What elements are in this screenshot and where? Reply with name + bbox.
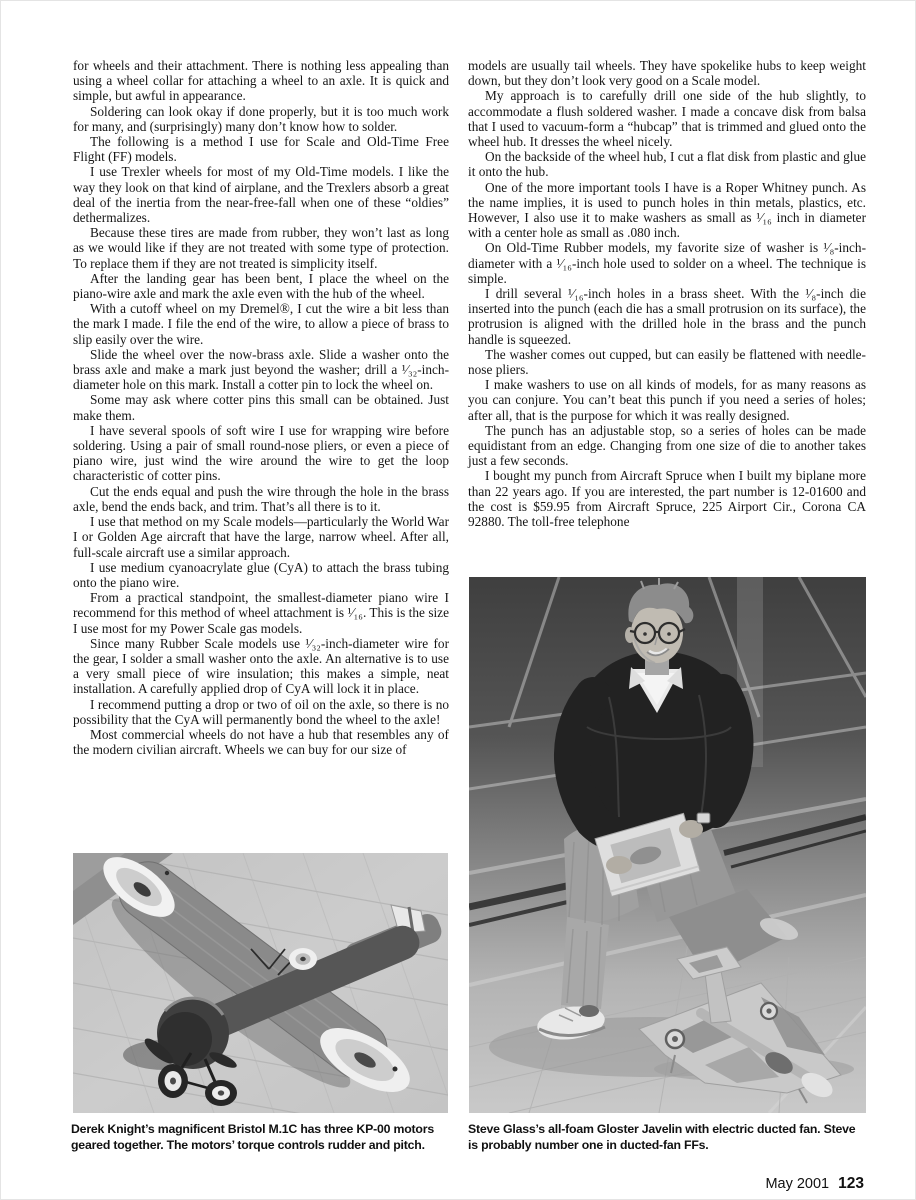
paragraph: My approach is to carefully drill one side of the hub slightly, to accommodate a flush soldered washer. I made a concave disk from balsa that I used to vacuum-form a “hubcap” that is trimmed and glued onto the wheel hub. It dresses the wheel nicely. [468,88,866,150]
paragraph: I recommend putting a drop or two of oil on the axle, so there is no possibility that the CyA will permanently bond the wheel to the axle! [73,696,449,727]
text-column-right [468,58,866,529]
javelin-photo-figure [469,577,866,1113]
steve-glass-photo [469,577,866,1113]
paragraph: I have several spools of soft wire I use for wrapping wire before soldering. Using a pair of small round-nose pliers, or even a piece of piano wire, just wind the wire around the wire to get the loop characteristic of cotter pins. [73,422,449,484]
caption-javelin: Steve Glass’s all-foam Gloster Javelin with electric ducted fan. Steve is probably number one in ducted-fan FFs. [468,1122,856,1152]
paragraph: I use Trexler wheels for most of my Old-Time models. I like the way they look on that kind of airplane, and the Trexlers absorb a great deal of the inertia from the near-free-fall when one of these “oldies” dethermalizes. [73,164,449,226]
page-number: 123 [838,1175,864,1192]
paragraph: Slide the wheel over the now-brass axle. Slide a washer onto the brass axle and make a mark just beyond the washer; drill a ¹⁄₃₂-inch-diameter hole on this mark. Install a cotter pin to lock the wheel on. [73,346,449,393]
paragraph: On Old-Time Rubber models, my favorite size of washer is ¹⁄₈-inch-diameter with a ¹⁄₁₆-inch hole used to solder on a wheel. The technique is simple. [468,240,866,286]
paragraph: On the backside of the wheel hub, I cut a flat disk from plastic and glue it onto the hub. [468,149,866,180]
paragraph: One of the more important tools I have is a Roper Whitney punch. As the name implies, it is used to punch holes in thin metals, plastics, etc. However, I also use it to make washers as small as ¹⁄₁₆ inch in diameter with a center hole as small as .080 inch. [468,179,866,241]
text-column-left [73,58,449,757]
paragraph: The punch has an adjustable stop, so a series of holes can be made equidistant from an edge. Changing from one size of die to another takes just a few seconds. [468,422,866,469]
paragraph: I bought my punch from Aircraft Spruce when I built my biplane more than 22 years ago. If you are interested, the part number is 12-01600 and the cost is $59.95 from Aircraft Spruce, 225 Airport Cir., Corona CA 92880. The toll-free telephone [468,468,866,530]
paragraph: From a practical standpoint, the smallest-diameter piano wire I recommend for this method of wheel attachment is ¹⁄₁₆. This is the size I use most for my Power Scale gas models. [73,590,449,636]
paragraph: Since many Rubber Scale models use ¹⁄₃₂-inch-diameter wire for the gear, I solder a small washer onto the axle. An alternative is to use a very small piece of wire insulation; this makes a simple, neat installation. A carefully applied drop of CyA will lock it in place. [73,635,449,697]
caption-bristol: Derek Knight’s magnificent Bristol M.1C has three KP-00 motors geared together. The motors’ torque controls rudder and pitch. [71,1122,434,1152]
paragraph: After the landing gear has been bent, I place the wheel on the piano-wire axle and mark the axle even with the hub of the wheel. [73,270,449,302]
paragraph: Soldering can look okay if done properly, but it is too much work for many, and (surprisingly) many don’t know how to solder. [73,103,449,134]
paragraph: Cut the ends equal and push the wire through the hole in the brass axle, bend the ends back, and trim. That’s all there is to it. [73,483,449,514]
paragraph: I use that method on my Scale models—particularly the World War I or Golden Age aircraft that have the large, narrow wheel. After all, full-scale aircraft use a similar approach. [73,514,449,560]
bristol-m1c-photo [73,853,448,1113]
paragraph: With a cutoff wheel on my Dremel®, I cut the wire a bit less than the mark I made. I file the end of the wire, to allow a piece of brass to slip easily over the wire. [73,301,449,347]
page-footer [765,1175,864,1193]
paragraph: for wheels and their attachment. There is nothing less appealing than using a wheel collar for attaching a wheel to an axle. It is quick and simple, but awful in appearance. [73,58,449,104]
paragraph: I drill several ¹⁄₁₆-inch holes in a brass sheet. With the ¹⁄₈-inch die inserted into the punch (each die has a small protrusion on its surface), the protrusion is aligned with the drilled hole in the brass and the punch handle is squeezed. [468,286,866,347]
paragraph: Most commercial wheels do not have a hub that resembles any of the modern civilian aircraft. Wheels we can buy for our size of [73,726,449,758]
paragraph: I make washers to use on all kinds of models, for as many reasons as you can conjure. You can’t beat this punch if you need a series of holes; after all, that is the purpose for which it was really designed. [468,377,866,423]
paragraph: models are usually tail wheels. They have spokelike hubs to keep weight down, but they don’t look very good on a Scale model. [468,58,866,89]
paragraph: I use medium cyanoacrylate glue (CyA) to attach the brass tubing onto the piano wire. [73,559,449,590]
issue-date: May 2001 [765,1176,830,1192]
paragraph: Some may ask where cotter pins this small can be obtained. Just make them. [73,392,449,423]
paragraph: The washer comes out cupped, but can easily be flattened with needle-nose pliers. [468,346,866,378]
bristol-photo-figure [73,853,448,1113]
paragraph: Because these tires are made from rubber, they won’t last as long as we would like if they are not treated with some type of protection. To replace them if they are not treated is simplicity itself. [73,225,449,271]
paragraph: The following is a method I use for Scale and Old-Time Free Flight (FF) models. [73,134,449,165]
